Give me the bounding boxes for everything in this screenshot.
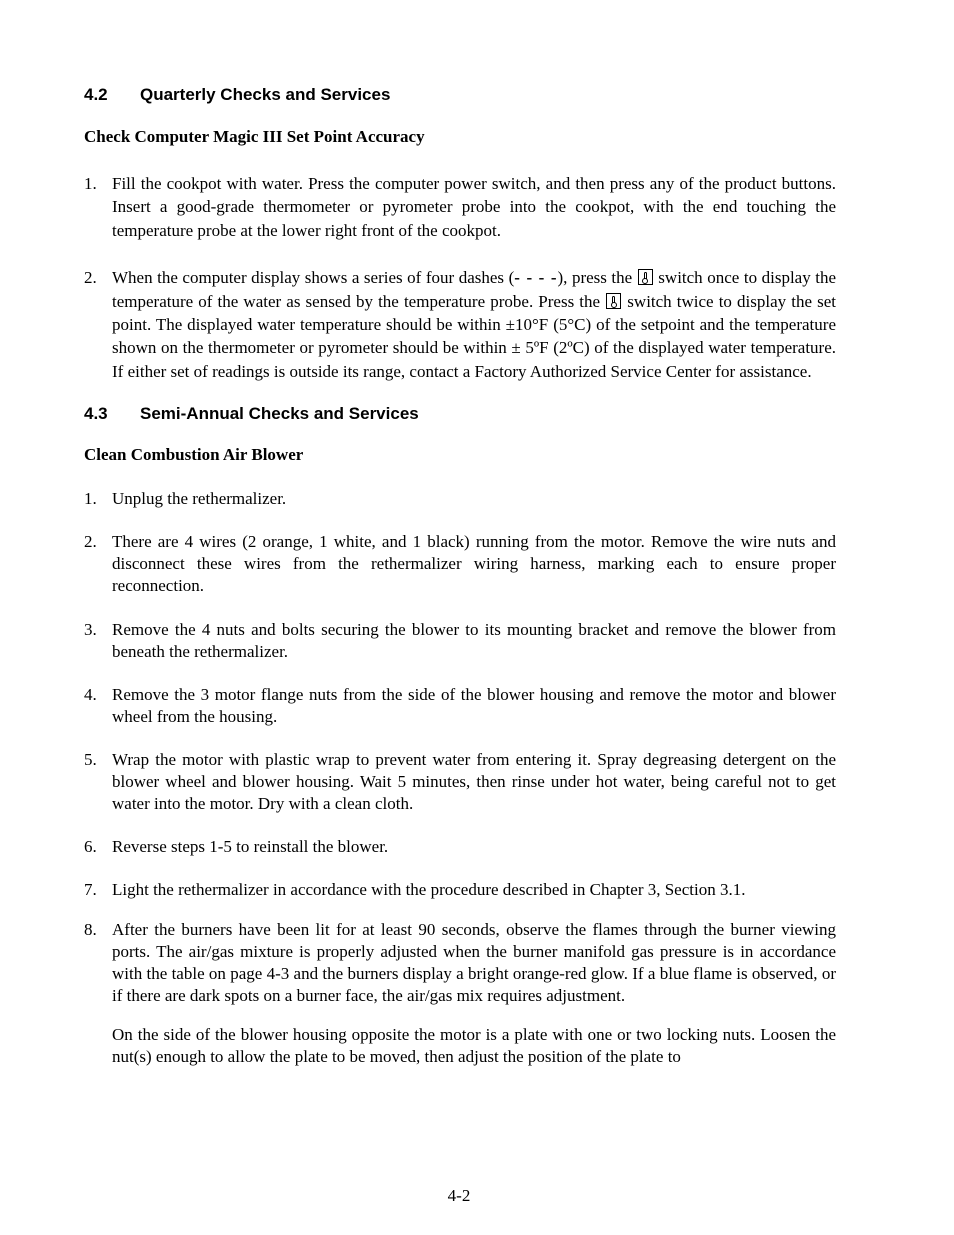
subheading-combustion-blower: Clean Combustion Air Blower — [84, 445, 304, 465]
step-text: Remove the 4 nuts and bolts securing the blower to its mounting bracket and remove the blower from beneath the rethermalizer. — [112, 620, 836, 662]
step-number: 2. — [84, 532, 97, 552]
step-item — [84, 172, 836, 242]
step-text: There are 4 wires (2 orange, 1 white, and 1 black) running from the motor. Remove the wire nuts and disconnect these wires from the rethermalizer wiring harness, marking each to ensure proper reconnection. — [112, 532, 836, 596]
section-4-2-heading — [84, 84, 836, 106]
section-number: 4.3 — [84, 404, 108, 424]
step-number: 3. — [84, 620, 97, 640]
step-text: Wrap the motor with plastic wrap to prevent water from entering it. Spray degreasing detergent on the blower wheel and blower housing. Wait 5 minutes, then rinse under hot water, being careful not to get water into the motor. Dry with a clean cloth. — [112, 750, 836, 814]
step-8-continuation: On the side of the blower housing opposite the motor is a plate with one or two locking nuts. Loosen the nut(s) enough to allow the plate to be moved, then adjust the position of the plate to — [112, 1025, 836, 1067]
section-title: Semi-Annual Checks and Services — [140, 404, 419, 424]
section-title: Quarterly Checks and Services — [140, 85, 391, 104]
step-text: Light the rethermalizer in accordance with the procedure described in Chapter 3, Section 3.1. — [112, 880, 746, 900]
step-text: Remove the 3 motor flange nuts from the side of the blower housing and remove the motor and blower wheel from the housing. — [112, 685, 836, 727]
step-number: 4. — [84, 685, 97, 705]
step-item — [84, 684, 836, 728]
step-number: 1. — [84, 174, 97, 193]
step-item — [84, 266, 836, 383]
section-4-3-heading — [84, 403, 836, 425]
step-item — [84, 749, 836, 815]
step-item — [84, 836, 836, 858]
step-text: Fill the cookpot with water. Press the computer power switch, and then press any of the product buttons. Insert a good-grade thermometer or pyrometer probe into the cookpot, with the end touching the temperature probe at the lower right front of the cookpot. — [112, 174, 836, 240]
step-text-part: switch twice to display the set point. The displayed water temperature should be within ±10°F (5°C) of the setpoint and the temperature shown on the thermometer or pyrometer should be within ± 5ºF (2ºC) of the displayed water temperature. If either set of readings is outside its range, contact a Factory Authorized Service Center for assistance. — [112, 291, 837, 381]
step-item — [84, 919, 836, 1007]
step-number: 8. — [84, 920, 97, 940]
step-number: 2. — [84, 268, 97, 288]
step-number: 5. — [84, 750, 97, 770]
step-text: After the burners have been lit for at least 90 seconds, observe the flames through the burner viewing ports. The air/gas mixture is properly adjusted when the burner manifold gas pressure is in accordance with the table on page 4-3 and the burners display a bright orange-red glow. If a blue flame is observed, or if there are dark spots on a burner face, the air/gas mix requires adjustment. — [112, 920, 836, 1006]
subheading-setpoint-accuracy: Check Computer Magic III Set Point Accuracy — [84, 127, 425, 146]
four-dashes-display: - - - - — [514, 268, 558, 288]
step-text: Reverse steps 1-5 to reinstall the blower. — [112, 837, 389, 857]
thermometer-switch-icon — [606, 293, 621, 309]
thermometer-switch-icon — [638, 269, 653, 285]
step-item — [84, 488, 836, 510]
step-text: Unplug the rethermalizer. — [112, 489, 287, 509]
step-number: 6. — [84, 837, 97, 857]
page-body — [84, 84, 836, 1068]
step-item — [84, 879, 836, 901]
step-text-part: ), press the — [557, 268, 633, 288]
step-text-part: When the computer display shows a series of four dashes ( — [112, 268, 515, 288]
section-number: 4.2 — [84, 85, 108, 104]
step-item — [84, 531, 836, 597]
step-item — [84, 619, 836, 663]
step-number: 7. — [84, 880, 97, 900]
step-number: 1. — [84, 489, 97, 509]
page-number: 4-2 — [447, 1186, 471, 1205]
step-text-part: switch once to display the temperature of the water as sensed by the temperature probe. Press the — [112, 268, 837, 311]
